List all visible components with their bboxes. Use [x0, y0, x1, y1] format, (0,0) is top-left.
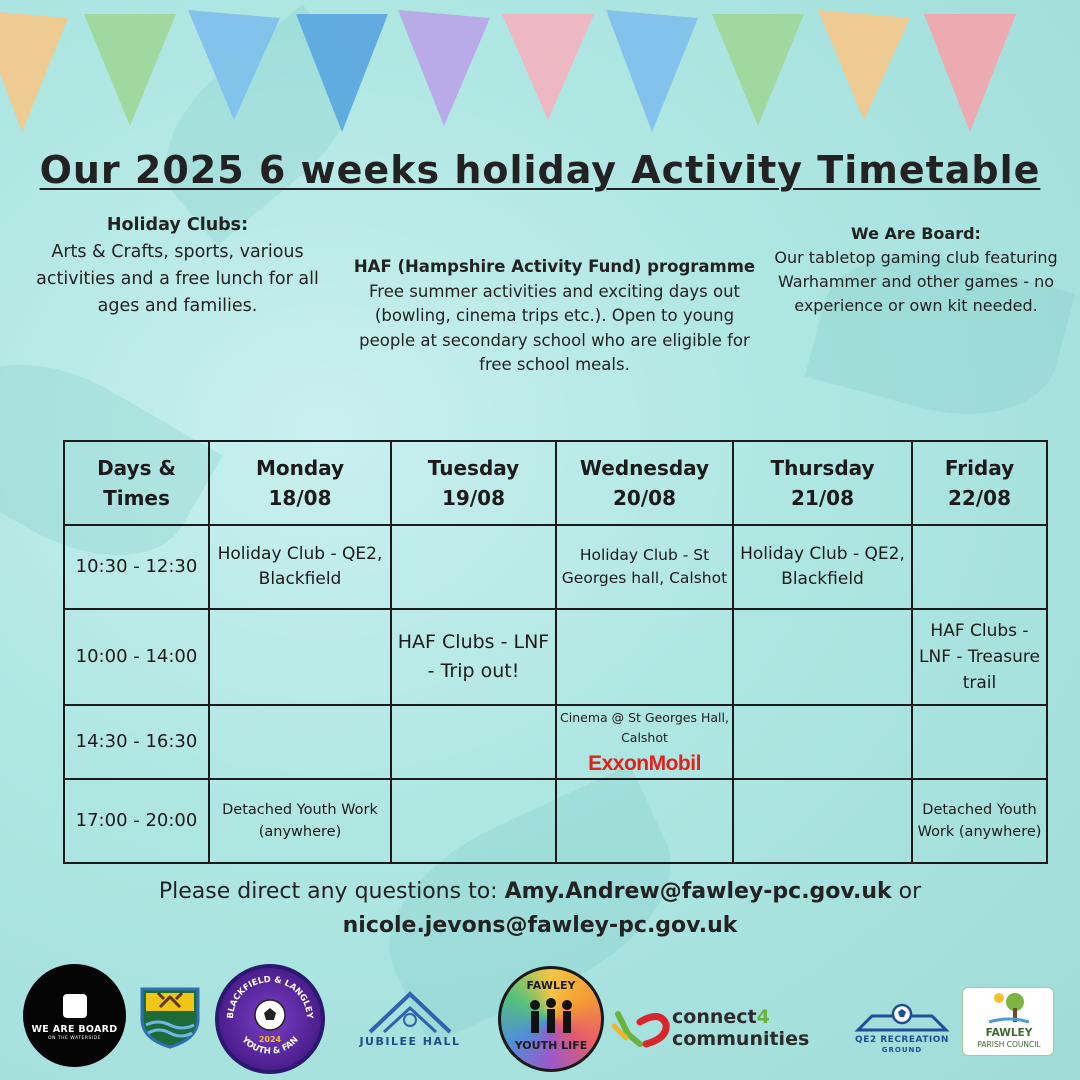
activity-cell: Detached Youth Work (anywhere) — [209, 779, 391, 863]
activity-cell: Holiday Club - QE2, Blackfield — [733, 525, 912, 609]
holiday-clubs-heading: Holiday Clubs: — [106, 215, 249, 235]
we-are-board-heading: We Are Board: — [851, 224, 981, 243]
day-header — [209, 441, 391, 525]
connect-text: connect — [672, 1006, 757, 1028]
bunting-flag — [502, 14, 594, 120]
holiday-clubs-info — [20, 212, 335, 320]
activity-timetable — [63, 440, 1048, 864]
contact-joiner: or — [898, 879, 922, 904]
activity-cell — [733, 705, 912, 779]
day-name: Monday — [255, 456, 345, 480]
bunting-flag — [398, 10, 490, 126]
fawley-youth-logo-bottom: YOUTH LIFE — [514, 1039, 588, 1052]
activity-cell: Holiday Club - St Georges hall, Calshot — [556, 525, 733, 609]
day-date: 21/08 — [791, 486, 854, 510]
holiday-clubs-text: Arts & Crafts, sports, various activities and a free lunch for all ages and families. — [36, 242, 319, 316]
activity-cell — [391, 705, 556, 779]
bunting-flag — [188, 10, 280, 120]
we-are-board-logo-subtitle: ON THE WATERSIDE — [48, 1036, 101, 1041]
day-name: Thursday — [770, 456, 875, 480]
activity-cell — [556, 609, 733, 705]
blackfield-logo-year: 2024 — [258, 1035, 282, 1044]
qe2-logo-line1: QE2 RECREATION — [855, 1035, 949, 1045]
day-date: 22/08 — [948, 486, 1011, 510]
email-link-nicole[interactable]: nicole.jevons@fawley-pc.gov.uk — [342, 913, 738, 938]
blackfield-logo-top: BLACKFIELD & LANGLEY — [225, 974, 315, 1020]
jubilee-hall-label: JUBILEE HALL — [359, 1035, 461, 1048]
time-slot: 10:30 - 12:30 — [64, 525, 209, 609]
haf-heading: HAF (Hampshire Activity Fund) programme — [353, 257, 756, 276]
activity-cell: Holiday Club - QE2, Blackfield — [209, 525, 391, 609]
time-slot: 10:00 - 14:00 — [64, 609, 209, 705]
exxonmobil-logo: ExxonMobil — [588, 752, 701, 775]
bunting-flag — [0, 10, 68, 132]
email-link-amy[interactable]: Amy.Andrew@fawley-pc.gov.uk — [504, 879, 892, 904]
activity-cell — [733, 779, 912, 863]
day-header — [556, 441, 733, 525]
bunting-flag — [606, 10, 698, 132]
we-are-board-logo — [23, 964, 126, 1067]
communities-text: communities — [672, 1028, 810, 1050]
tree-icon — [989, 992, 1029, 1026]
haf-text: Free summer activities and exciting days out (bowling, cinema trips etc.). Open to young people at secondary school who are eligible for free school meals. — [359, 281, 750, 374]
connect4-communities-logo — [612, 1000, 832, 1056]
day-name: Friday — [944, 456, 1015, 480]
contact-info — [0, 875, 1080, 943]
table-row — [64, 705, 1047, 779]
activity-cell — [912, 525, 1047, 609]
activity-cell — [391, 779, 556, 863]
cinema-cell — [556, 705, 733, 779]
connect-four-text: 4 — [756, 1006, 770, 1028]
day-header — [733, 441, 912, 525]
qe2-recreation-ground-logo — [848, 1002, 956, 1058]
stadium-icon — [848, 1002, 956, 1034]
day-header — [391, 441, 556, 525]
day-date: 18/08 — [268, 486, 332, 510]
blackfield-langley-youth-logo — [215, 964, 325, 1074]
haf-info — [352, 255, 757, 378]
activity-cell: HAF Clubs - LNF - Trip out! — [391, 609, 556, 705]
dice-icon — [63, 994, 87, 1018]
day-name: Tuesday — [427, 456, 520, 480]
page-title: Our 2025 6 weeks holiday Activity Timetable — [39, 148, 1041, 192]
jubilee-hall-logo — [340, 990, 480, 1050]
day-header — [912, 441, 1047, 525]
header-row — [64, 441, 1047, 525]
time-slot: 14:30 - 16:30 — [64, 705, 209, 779]
day-name: Wednesday — [579, 456, 710, 480]
we-are-board-info — [766, 222, 1066, 318]
time-slot: 17:00 - 20:00 — [64, 779, 209, 863]
days-times-header: Days & Times — [64, 441, 209, 525]
fawley-parish-council-logo — [962, 987, 1054, 1056]
table-row — [64, 779, 1047, 863]
activity-cell — [209, 705, 391, 779]
blackfield-logo-bottom: YOUTH & FAN — [239, 1035, 301, 1057]
bunting-flag — [712, 14, 804, 126]
activity-cell — [912, 705, 1047, 779]
bunting-flag — [296, 14, 388, 132]
council-crest-icon — [138, 985, 202, 1049]
qe2-logo-line2: GROUND — [881, 1046, 923, 1054]
bunting-flag — [84, 14, 176, 126]
bunting-flag — [924, 14, 1016, 132]
fawley-youth-logo-top: FAWLEY — [526, 979, 576, 992]
hands-icon — [612, 1004, 670, 1052]
activity-cell — [391, 525, 556, 609]
day-date: 19/08 — [442, 486, 505, 510]
fawley-youth-life-logo — [498, 966, 604, 1072]
we-are-board-logo-title: WE ARE BOARD — [31, 1024, 118, 1035]
activity-cell — [733, 609, 912, 705]
activity-cell: Detached Youth Work (anywhere) — [912, 779, 1047, 863]
fawley-pc-line2: PARISH COUNCIL — [977, 1040, 1041, 1049]
day-date: 20/08 — [613, 486, 676, 510]
we-are-board-text: Our tabletop gaming club featuring Warhammer and other games - no experience or own kit needed. — [774, 248, 1058, 315]
people-icon — [525, 997, 577, 1035]
jubilee-hall-roof-icon — [340, 990, 480, 1034]
activity-cell: HAF Clubs - LNF - Treasure trail — [912, 609, 1047, 705]
activity-cell — [209, 609, 391, 705]
fawley-pc-line1: FAWLEY — [985, 1027, 1033, 1039]
table-row — [64, 609, 1047, 705]
contact-prefix: Please direct any questions to: — [158, 879, 498, 904]
bunting-decoration — [0, 0, 1080, 150]
activity-text: Cinema @ St Georges Hall, Calshot — [560, 710, 729, 745]
table-row — [64, 525, 1047, 609]
bunting-flag — [818, 10, 910, 120]
activity-cell — [556, 779, 733, 863]
